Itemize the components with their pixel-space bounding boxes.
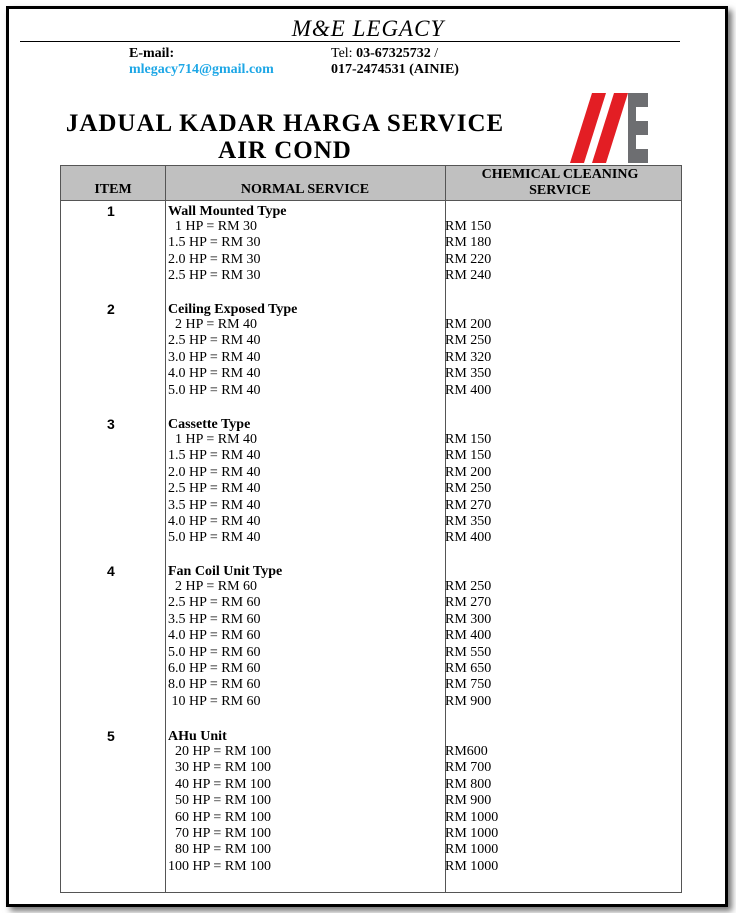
chemical-cleaning-price: RM 200 — [445, 317, 492, 332]
normal-service-price: 4.0 HP = RM 40 — [168, 514, 261, 529]
chemical-cleaning-price: RM 650 — [445, 661, 492, 676]
chemical-cleaning-price: RM 320 — [445, 349, 492, 365]
tel-separator: / — [430, 46, 439, 61]
logo-e-top — [628, 93, 648, 107]
normal-service-price: 1.5 HP = RM 40 — [168, 448, 261, 464]
chemical-cleaning-price: RM 900 — [445, 693, 492, 709]
company-name: M&E LEGACY — [291, 16, 445, 41]
normal-service-price: 2 HP = RM 60 — [168, 579, 258, 594]
normal-service-price: 10 HP = RM 60 — [168, 693, 261, 709]
header-normal-service: NORMAL SERVICE — [240, 182, 370, 197]
logo-e-mid — [628, 121, 648, 135]
normal-service-price: 8.0 HP = RM 60 — [168, 677, 261, 693]
chemical-cleaning-price: RM 900 — [445, 793, 492, 809]
column-divider-1 — [165, 166, 166, 892]
normal-service-price: 2.0 HP = RM 40 — [168, 464, 261, 480]
chemical-cleaning-price: RM 550 — [445, 644, 492, 660]
chemical-cleaning-price: RM 240 — [445, 268, 492, 284]
normal-service-price: 2.5 HP = RM 60 — [168, 595, 261, 611]
chemical-cleaning-price: RM 270 — [445, 497, 492, 513]
item-number: 1 — [107, 203, 115, 219]
unit-type-title: Fan Coil Unit Type — [168, 564, 283, 579]
tel-label: Tel: — [331, 46, 353, 61]
normal-service-price: 20 HP = RM 100 — [168, 744, 272, 759]
normal-service-price: 50 HP = RM 100 — [168, 793, 272, 809]
chemical-cleaning-price: RM 250 — [445, 481, 492, 497]
chemical-cleaning-price: RM 150 — [445, 219, 492, 234]
chemical-cleaning-price: RM 180 — [445, 235, 492, 251]
chemical-cleaning-price: RM 1000 — [445, 858, 499, 874]
unit-type-title: Wall Mounted Type — [168, 204, 287, 219]
page-title — [40, 110, 530, 164]
chemical-cleaning-price: RM 1000 — [445, 809, 499, 825]
normal-service-price: 2 HP = RM 40 — [168, 317, 258, 332]
normal-service-price: 1 HP = RM 40 — [168, 432, 258, 447]
unit-type-title: Cassette Type — [168, 417, 251, 432]
chemical-cleaning-price: RM 220 — [445, 251, 492, 267]
telephone-line — [331, 46, 438, 62]
chemical-cleaning-price: RM 350 — [445, 514, 492, 529]
item-number: 5 — [107, 728, 115, 744]
normal-service-price: 100 HP = RM 100 — [168, 858, 272, 874]
normal-service-price: 2.5 HP = RM 30 — [168, 268, 261, 284]
logo-e-bottom — [628, 149, 648, 163]
normal-service-price: 3.5 HP = RM 60 — [168, 611, 261, 627]
chemical-cleaning-price: RM 350 — [445, 366, 492, 382]
normal-service-price: 80 HP = RM 100 — [168, 842, 272, 858]
chemical-cleaning-price: RM 700 — [445, 760, 492, 776]
normal-service-price: 5.0 HP = RM 60 — [168, 644, 261, 660]
price-table — [60, 165, 682, 893]
chemical-cleaning-price: RM 800 — [445, 776, 492, 792]
chemical-cleaning-price: RM 270 — [445, 595, 492, 611]
normal-service-price: 3.0 HP = RM 40 — [168, 349, 261, 365]
tel-main: 03-67325732 — [356, 46, 431, 61]
header-item: ITEM — [94, 182, 132, 197]
chemical-cleaning-price: RM 1000 — [445, 842, 499, 858]
normal-service-price: 70 HP = RM 100 — [168, 826, 272, 841]
item-number: 4 — [107, 563, 115, 579]
normal-service-price: 30 HP = RM 100 — [168, 760, 272, 776]
normal-service-price: 1.5 HP = RM 30 — [168, 235, 261, 251]
chemical-cleaning-price: RM 250 — [445, 579, 492, 594]
normal-service-price: 6.0 HP = RM 60 — [168, 661, 261, 676]
unit-type-title: AHu Unit — [168, 729, 227, 744]
normal-service-price: 5.0 HP = RM 40 — [168, 530, 261, 546]
header-rule — [20, 41, 680, 42]
normal-service-price: 40 HP = RM 100 — [168, 776, 272, 792]
header-chemical-cleaning: CHEMICAL CLEANING SERVICE — [481, 167, 639, 198]
normal-service-price: 2.5 HP = RM 40 — [168, 481, 261, 497]
normal-service-price: 5.0 HP = RM 40 — [168, 382, 261, 398]
chemical-cleaning-price: RM 400 — [445, 382, 492, 398]
email-label: E-mail: — [129, 46, 175, 61]
normal-service-price: 3.5 HP = RM 40 — [168, 497, 261, 513]
chemical-cleaning-price: RM 400 — [445, 530, 492, 546]
normal-service-price: 4.0 HP = RM 40 — [168, 366, 261, 382]
chemical-cleaning-price: RM600 — [445, 744, 488, 759]
unit-type-title: Ceiling Exposed Type — [168, 302, 298, 317]
tel-mobile: 017-2474531 (AINIE) — [331, 62, 459, 77]
title-line-1: JADUAL KADAR HARGA SERVICE — [65, 110, 505, 137]
normal-service-price: 2.5 HP = RM 40 — [168, 333, 261, 349]
chemical-cleaning-price: RM 150 — [445, 448, 492, 464]
company-logo — [570, 93, 650, 163]
title-line-2: AIR COND — [218, 137, 352, 164]
chemical-cleaning-price: RM 150 — [445, 432, 492, 447]
chemical-cleaning-price: RM 200 — [445, 464, 492, 480]
normal-service-price: 4.0 HP = RM 60 — [168, 628, 261, 644]
chemical-cleaning-price: RM 300 — [445, 611, 492, 627]
chemical-cleaning-price: RM 750 — [445, 677, 492, 693]
normal-service-price: 2.0 HP = RM 30 — [168, 251, 261, 267]
item-number: 3 — [107, 416, 115, 432]
email-address: mlegacy714@gmail.com — [129, 62, 274, 77]
chemical-cleaning-price: RM 400 — [445, 628, 492, 644]
chemical-cleaning-price: RM 1000 — [445, 826, 499, 841]
normal-service-price: 60 HP = RM 100 — [168, 809, 272, 825]
normal-service-price: 1 HP = RM 30 — [168, 219, 258, 234]
item-number: 2 — [107, 301, 115, 317]
chemical-cleaning-price: RM 250 — [445, 333, 492, 349]
